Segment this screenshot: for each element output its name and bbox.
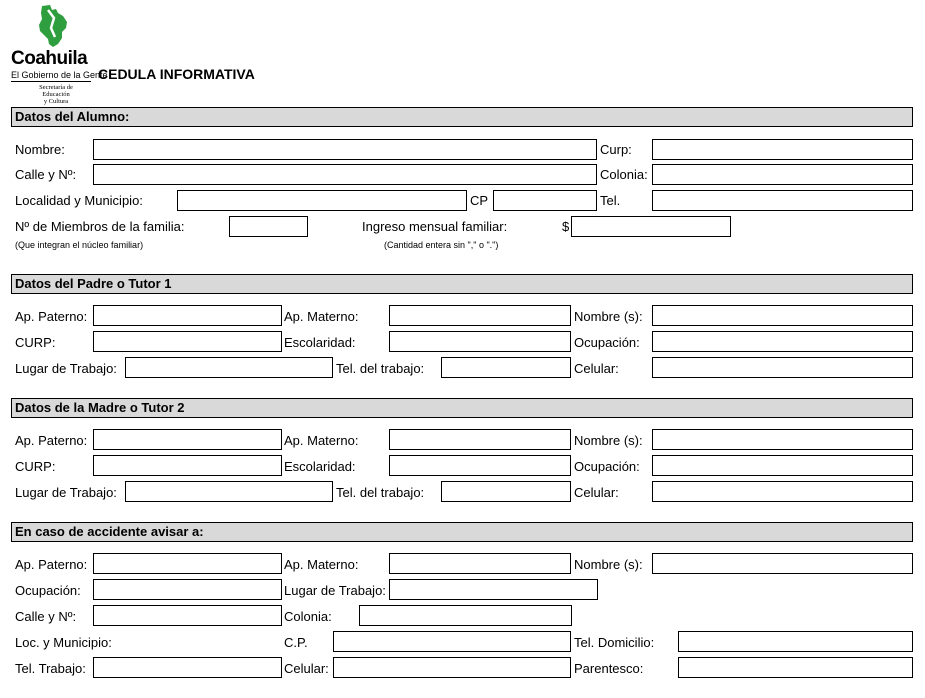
- madre-ap-paterno-input[interactable]: [93, 429, 282, 450]
- currency-symbol: $: [562, 219, 570, 234]
- label-padre-ap-paterno: Ap. Paterno:: [15, 309, 88, 324]
- alumno-miembros-input[interactable]: [229, 216, 308, 237]
- acc-ap-materno-input[interactable]: [389, 553, 571, 574]
- madre-curp-input[interactable]: [93, 455, 282, 476]
- acc-parentesco-input[interactable]: [678, 657, 913, 678]
- label-padre-ap-materno: Ap. Materno:: [284, 309, 359, 324]
- label-madre-ap-materno: Ap. Materno:: [284, 433, 359, 448]
- padre-ap-paterno-input[interactable]: [93, 305, 282, 326]
- acc-nombres-input[interactable]: [652, 553, 913, 574]
- label-acc-ap-paterno: Ap. Paterno:: [15, 557, 88, 572]
- padre-curp-input[interactable]: [93, 331, 282, 352]
- label-tel: Tel.: [600, 193, 621, 208]
- madre-ap-materno-input[interactable]: [389, 429, 571, 450]
- section-header-alumno: Datos del Alumno:: [11, 107, 913, 127]
- label-acc-tel-trabajo: Tel. Trabajo:: [15, 661, 86, 676]
- label-madre-ap-paterno: Ap. Paterno:: [15, 433, 88, 448]
- label-madre-curp: CURP:: [15, 459, 56, 474]
- label-acc-nombres: Nombre (s):: [574, 557, 643, 572]
- label-madre-lugar-trabajo: Lugar de Trabajo:: [15, 485, 117, 500]
- section-header-madre: Datos de la Madre o Tutor 2: [11, 398, 913, 418]
- label-madre-escolaridad: Escolaridad:: [284, 459, 356, 474]
- logo-dept-line1: Secretaría de Educación: [39, 84, 73, 98]
- acc-calle-input[interactable]: [93, 605, 282, 626]
- label-acc-calle: Calle y Nº:: [15, 609, 77, 624]
- label-madre-tel-trabajo: Tel. del trabajo:: [336, 485, 425, 500]
- label-acc-parentesco: Parentesco:: [574, 661, 644, 676]
- section-header-accidente: En caso de accidente avisar a:: [11, 522, 913, 542]
- label-acc-celular: Celular:: [284, 661, 329, 676]
- label-padre-escolaridad: Escolaridad:: [284, 335, 356, 350]
- logo-dept: [26, 84, 86, 105]
- acc-tel-domicilio-input[interactable]: [678, 631, 913, 652]
- madre-celular-input[interactable]: [652, 481, 913, 502]
- label-padre-nombres: Nombre (s):: [574, 309, 643, 324]
- label-madre-nombres: Nombre (s):: [574, 433, 643, 448]
- acc-celular-input[interactable]: [333, 657, 571, 678]
- label-padre-tel-trabajo: Tel. del trabajo:: [336, 361, 425, 376]
- acc-ap-paterno-input[interactable]: [93, 553, 282, 574]
- note-miembros: (Que integran el núcleo familiar): [15, 240, 144, 250]
- label-acc-ocupacion: Ocupación:: [15, 583, 81, 598]
- label-ingreso: Ingreso mensual familiar:: [362, 219, 508, 234]
- label-miembros: Nº de Miembros de la familia:: [15, 219, 185, 234]
- padre-escolaridad-input[interactable]: [389, 331, 571, 352]
- label-calle: Calle y Nº:: [15, 167, 77, 182]
- padre-tel-trabajo-input[interactable]: [441, 357, 571, 378]
- label-padre-lugar-trabajo: Lugar de Trabajo:: [15, 361, 117, 376]
- alumno-cp-input[interactable]: [493, 190, 597, 211]
- madre-nombres-input[interactable]: [652, 429, 913, 450]
- madre-ocupacion-input[interactable]: [652, 455, 913, 476]
- padre-celular-input[interactable]: [652, 357, 913, 378]
- alumno-curp-input[interactable]: [652, 139, 913, 160]
- alumno-nombre-input[interactable]: [93, 139, 597, 160]
- padre-lugar-trabajo-input[interactable]: [125, 357, 333, 378]
- acc-cp-input[interactable]: [333, 631, 571, 652]
- padre-ap-materno-input[interactable]: [389, 305, 571, 326]
- acc-tel-trabajo-input[interactable]: [93, 657, 282, 678]
- alumno-localidad-input[interactable]: [177, 190, 467, 211]
- section-header-padre: Datos del Padre o Tutor 1: [11, 274, 913, 294]
- madre-tel-trabajo-input[interactable]: [441, 481, 571, 502]
- logo-tagline: El Gobierno de la Gente: [11, 70, 108, 80]
- label-curp: Curp:: [600, 142, 632, 157]
- label-acc-lugar-trabajo: Lugar de Trabajo:: [284, 583, 386, 598]
- label-padre-ocupacion: Ocupación:: [574, 335, 640, 350]
- label-acc-tel-domicilio: Tel. Domicilio:: [574, 635, 655, 650]
- label-cp: CP: [470, 193, 489, 208]
- alumno-calle-input[interactable]: [93, 164, 597, 185]
- madre-lugar-trabajo-input[interactable]: [125, 481, 333, 502]
- alumno-ingreso-input[interactable]: [571, 216, 731, 237]
- logo-divider: [11, 81, 91, 82]
- alumno-colonia-input[interactable]: [652, 164, 913, 185]
- logo-dept-line2: y Cultura: [43, 98, 69, 105]
- padre-nombres-input[interactable]: [652, 305, 913, 326]
- acc-colonia-input[interactable]: [359, 605, 572, 626]
- logo-name: Coahuila: [11, 48, 88, 69]
- acc-ocupacion-input[interactable]: [93, 579, 282, 600]
- label-padre-curp: CURP:: [15, 335, 56, 350]
- note-ingreso: (Cantidad entera sin "," o "."): [384, 240, 499, 250]
- coahuila-state-map-icon: [36, 4, 70, 48]
- label-acc-cp: C.P.: [284, 635, 308, 650]
- label-padre-celular: Celular:: [574, 361, 619, 376]
- alumno-tel-input[interactable]: [652, 190, 913, 211]
- madre-escolaridad-input[interactable]: [389, 455, 571, 476]
- label-acc-colonia: Colonia:: [284, 609, 332, 624]
- label-acc-loc-municipio: Loc. y Municipio:: [15, 635, 112, 650]
- acc-lugar-trabajo-input[interactable]: [389, 579, 598, 600]
- label-madre-ocupacion: Ocupación:: [574, 459, 640, 474]
- label-madre-celular: Celular:: [574, 485, 619, 500]
- label-acc-ap-materno: Ap. Materno:: [284, 557, 359, 572]
- label-nombre: Nombre:: [15, 142, 65, 157]
- page-title: CEDULA INFORMATIVA: [98, 66, 255, 82]
- padre-ocupacion-input[interactable]: [652, 331, 913, 352]
- label-localidad: Localidad y Municipio:: [15, 193, 143, 208]
- label-colonia: Colonia:: [600, 167, 648, 182]
